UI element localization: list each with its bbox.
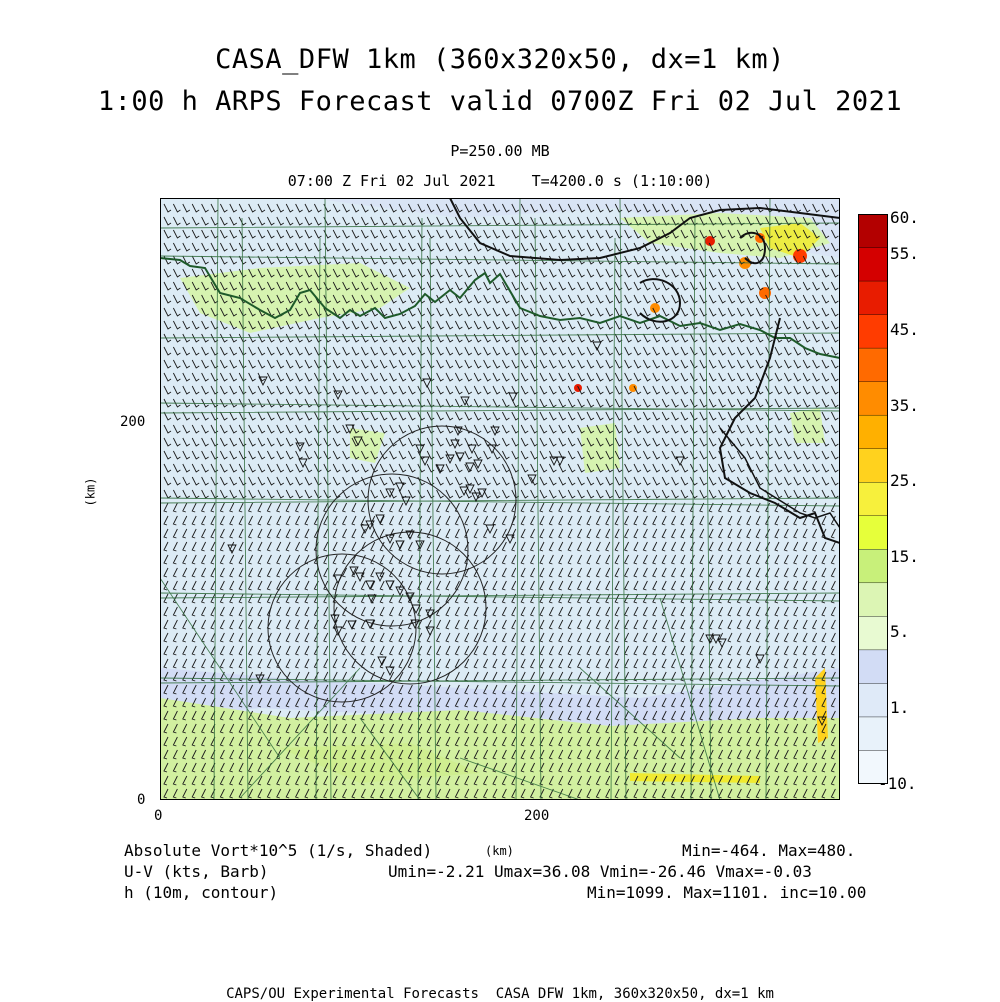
pressure-level-label: P=250.00 MB bbox=[450, 142, 550, 160]
x-axis-label: (km) bbox=[485, 844, 514, 858]
colorbar-swatch bbox=[858, 616, 888, 650]
vorticity-shading-region bbox=[790, 408, 825, 443]
colorbar-label: 25. bbox=[890, 471, 919, 490]
footer-credit: CAPS/OU Experimental Forecasts CASA DFW 1km, 360x320x50, dx=1 km bbox=[226, 986, 774, 1002]
plot-title-line2: 1:00 h ARPS Forecast valid 0700Z Fri 02 Jul 2021 bbox=[97, 86, 903, 117]
colorbar-swatch bbox=[858, 415, 888, 449]
colorbar-swatch bbox=[858, 717, 888, 751]
colorbar-label: 15. bbox=[890, 547, 919, 566]
colorbar-swatch bbox=[858, 248, 888, 282]
valid-time-label: 07:00 Z Fri 02 Jul 2021 T=4200.0 s (1:10:00) bbox=[287, 172, 713, 190]
vorticity-map bbox=[160, 198, 840, 800]
colorbar-swatch bbox=[858, 549, 888, 583]
colorbar-label: 60. bbox=[890, 208, 919, 227]
colorbar-swatch bbox=[858, 382, 888, 416]
legend-vorticity-range: Min=-464. Max=480. bbox=[682, 841, 856, 860]
legend-vorticity-label: Absolute Vort*10^5 (1/s, Shaded) bbox=[124, 841, 433, 860]
legend-height-range: Min=1099. Max=1101. inc=10.00 bbox=[587, 883, 867, 902]
colorbar-swatch bbox=[858, 583, 888, 617]
colorbar-swatch bbox=[858, 348, 888, 382]
vorticity-maximum bbox=[793, 249, 807, 263]
colorbar-label: 5. bbox=[890, 622, 910, 641]
colorbar-swatch bbox=[858, 683, 888, 717]
colorbar-label: -10. bbox=[878, 774, 917, 793]
colorbar-label: 35. bbox=[890, 396, 919, 415]
legend-height-label: h (10m, contour) bbox=[124, 883, 279, 902]
y-tick-label: 0 bbox=[137, 792, 146, 808]
colorbar-label: 1. bbox=[890, 698, 910, 717]
y-tick-label: 200 bbox=[120, 414, 146, 430]
vorticity-maximum bbox=[629, 384, 637, 392]
legend-wind-range: Umin=-2.21 Umax=36.08 Vmin=-26.46 Vmax=-0.03 bbox=[388, 862, 812, 881]
colorbar-swatch bbox=[858, 516, 888, 550]
colorbar bbox=[858, 214, 888, 784]
colorbar-swatch bbox=[858, 449, 888, 483]
colorbar-swatch bbox=[858, 650, 888, 684]
x-tick-label: 200 bbox=[524, 808, 550, 824]
vorticity-maximum bbox=[574, 384, 582, 392]
plot-title-line1: CASA_DFW 1km (360x320x50, dx=1 km) bbox=[215, 44, 785, 75]
colorbar-swatch bbox=[858, 482, 888, 516]
colorbar-label: 45. bbox=[890, 320, 919, 339]
colorbar-swatch bbox=[858, 315, 888, 349]
x-tick-label: 0 bbox=[154, 808, 163, 824]
colorbar-label: 55. bbox=[890, 244, 919, 263]
legend-wind-label: U-V (kts, Barb) bbox=[124, 862, 269, 881]
y-axis-label: (km) bbox=[83, 477, 98, 507]
colorbar-swatch bbox=[858, 214, 888, 248]
colorbar-swatch bbox=[858, 281, 888, 315]
